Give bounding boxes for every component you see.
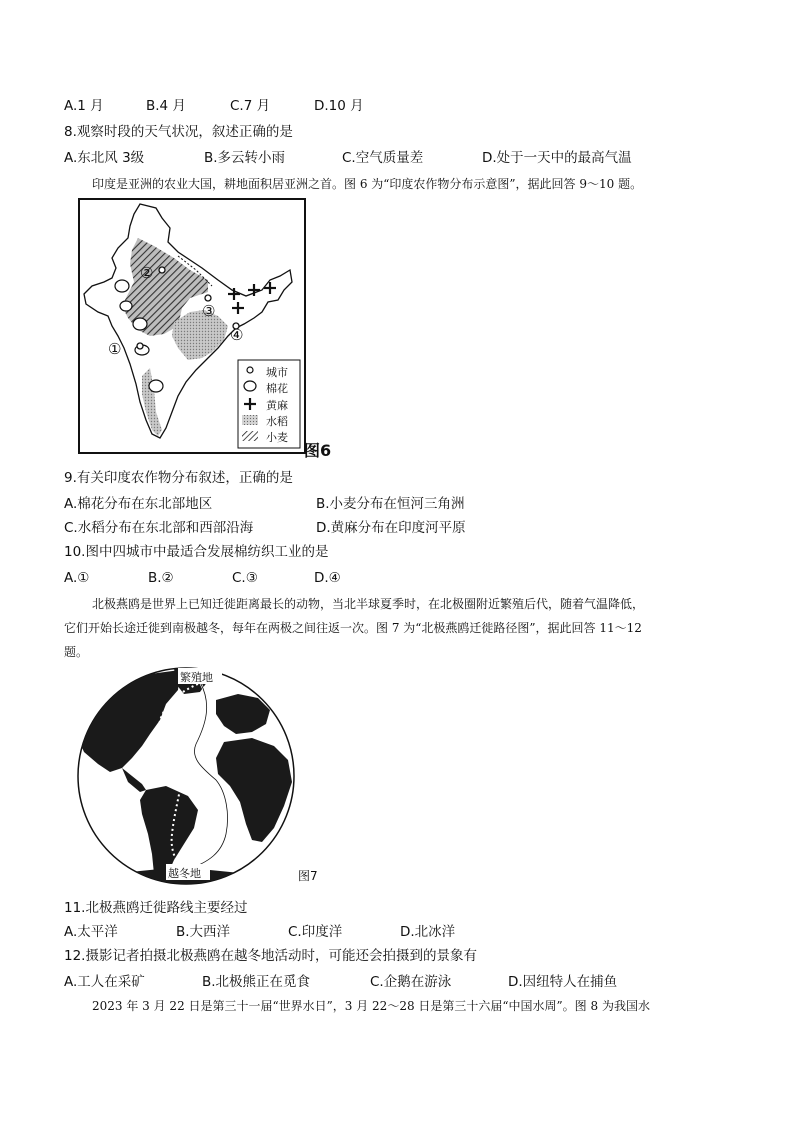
intro-tern-line1: 北极燕鸥是世界上已知迁徙距离最长的动物，当北半球夏季时，在北极圈附近繁殖后代，随着气温降低， [92,597,645,611]
figure-7-globe [70,664,330,890]
q11-option-d: D.北冰洋 [400,924,456,940]
legend-cotton-symbol [244,381,256,391]
india-map-svg [78,198,338,460]
intro-water: 2023 年 3 月 22 日是第三十一届“世界水日”，3 月 22～28 日是第三十六届“中国水周”。图 8 为我国水 [92,999,650,1013]
q10-option-a: A.① [64,570,90,586]
q9-option-b: B.小麦分布在恒河三角洲 [316,496,465,512]
intro-india: 印度是亚洲的农业大国，耕地面积居亚洲之首。图 6 为“印度农作物分布示意图”，据此回答 9～10 题。 [92,177,643,191]
legend-wheat-symbol [242,431,258,441]
marker-1: ① [108,340,122,358]
q7-option-d: D.10 月 [314,98,364,114]
legend-city-symbol [247,367,253,373]
q8-option-d: D.处于一天中的最高气温 [482,150,632,166]
marker-3: ③ [202,302,216,320]
q10-option-d: D.④ [314,570,341,586]
q8-option-b: B.多云转小雨 [204,150,286,166]
legend-jute-label: 黄麻 [266,399,288,412]
q8-stem: 8.观察时段的天气状况，叙述正确的是 [64,124,293,140]
legend-rice-label: 水稻 [266,415,288,428]
q11-option-b: B.大西洋 [176,924,231,940]
q12-option-d: D.因纽特人在捕鱼 [508,974,618,990]
q7-option-a: A.1 月 [64,98,104,114]
marker-2: ② [140,264,154,282]
legend-wheat-label: 小麦 [266,431,288,444]
q9-stem: 9.有关印度农作物分布叙述，正确的是 [64,470,293,486]
q12-stem: 12.摄影记者拍摄北极燕鸥在越冬地活动时，可能还会拍摄到的景象有 [64,948,477,964]
legend-cotton-label: 棉花 [266,382,288,395]
q12-option-a: A.工人在采矿 [64,974,145,990]
q10-option-c: C.③ [232,570,258,586]
figure-7-label: 图7 [298,869,318,883]
q12-option-b: B.北极熊正在觅食 [202,974,311,990]
legend-city-label: 城市 [266,366,288,379]
q8-option-c: C.空气质量差 [342,150,424,166]
q11-stem: 11.北极燕鸥迁徙路线主要经过 [64,900,248,916]
q11-option-c: C.印度洋 [288,924,343,940]
intro-tern-line3: 题。 [64,645,89,659]
q10-stem: 10.图中四城市中最适合发展棉纺织工业的是 [64,544,329,560]
globe-svg [70,664,330,890]
legend-rice-symbol [242,415,258,425]
intro-tern-line2: 它们开始长途迁徙到南极越冬，每年在两极之间往返一次。图 7 为“北极燕鸥迁徙路径图”，据此回答 11～12 [64,621,642,635]
wintering-label: 越冬地 [168,867,201,880]
q10-option-b: B.② [148,570,174,586]
q9-option-a: A.棉花分布在东北部地区 [64,496,213,512]
q11-option-a: A.太平洋 [64,924,118,940]
q7-option-b: B.4 月 [146,98,186,114]
breeding-label: 繁殖地 [180,671,213,684]
figure-6-label: 图6 [304,441,332,460]
marker-4: ④ [230,326,244,344]
q7-option-c: C.7 月 [230,98,271,114]
q12-option-c: C.企鹅在游泳 [370,974,452,990]
q9-option-d: D.黄麻分布在印度河平原 [316,520,466,536]
figure-6-india-map [78,198,338,460]
q8-option-a: A.东北风 3级 [64,150,145,166]
q9-option-c: C.水稻分布在东北部和西部沿海 [64,520,254,536]
